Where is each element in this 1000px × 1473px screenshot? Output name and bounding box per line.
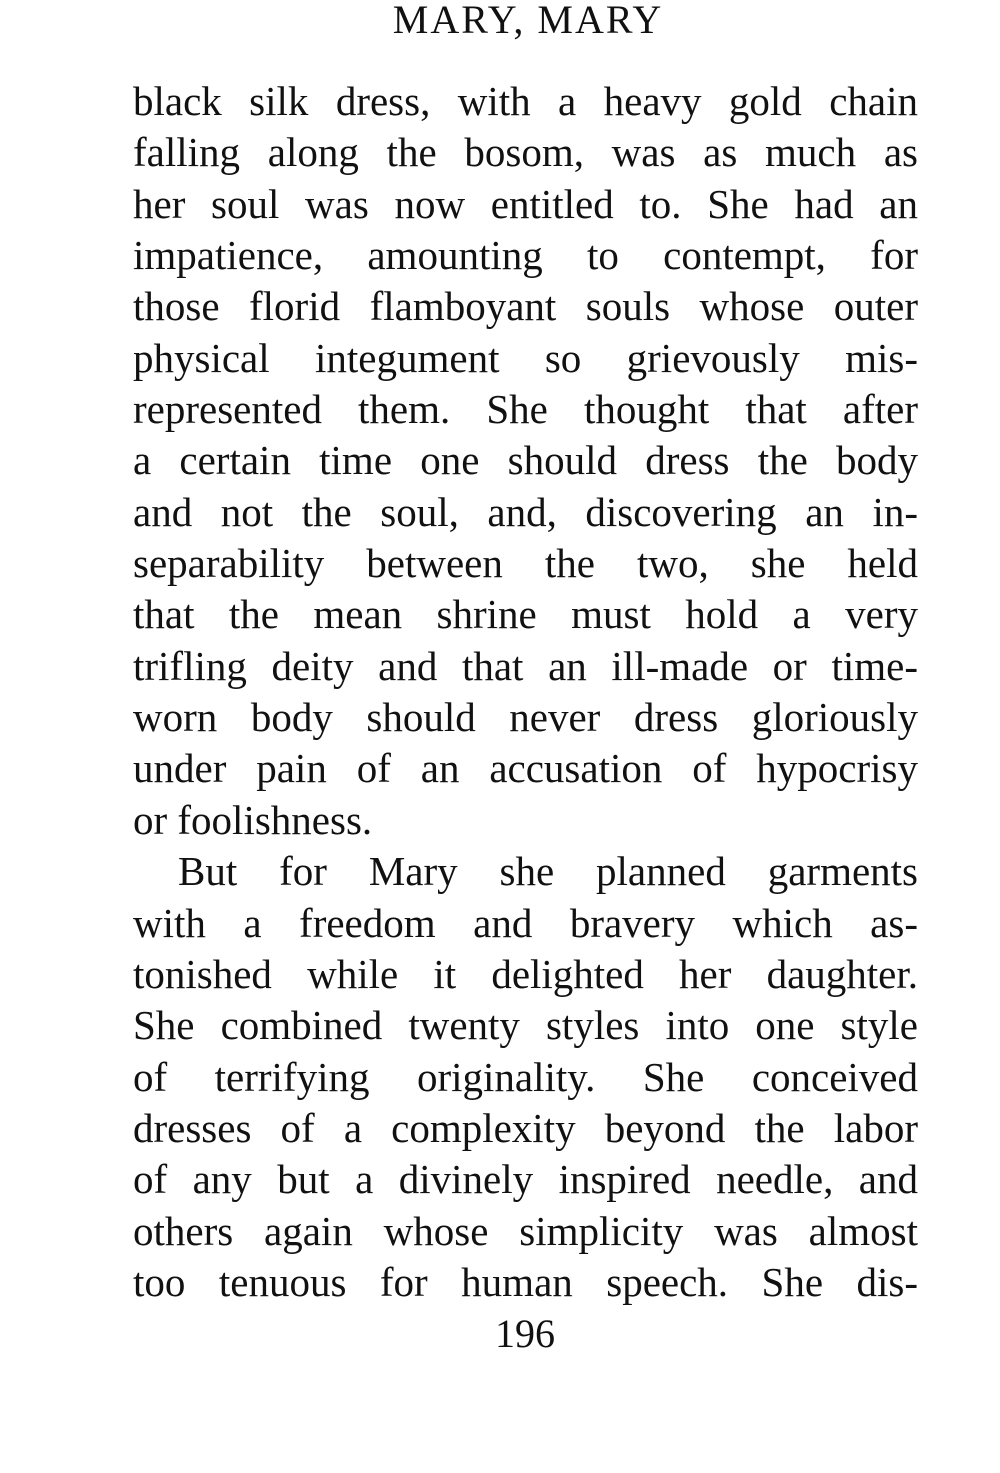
text-line: impatience, amounting to contempt, for [133,232,918,279]
page-number: 196 [495,1311,555,1356]
text-line: physical integument so grievously mis- [133,334,918,381]
text-line: those florid flamboyant souls whose outer [133,283,918,330]
paragraph-start-line: But for Mary she planned garments [178,848,918,895]
text-line: separability between the two, she held [133,540,918,587]
text-line: black silk dress, with a heavy gold chain [133,78,918,124]
text-line: others again whose simplicity was almost [133,1207,918,1254]
running-head: MARY, MARY [392,0,664,42]
text-line: her soul was now entitled to. She had an [133,180,918,227]
body-text [133,76,918,1308]
text-line: under pain of an accusation of hypocrisy [133,745,918,792]
text-line: of any but a divinely inspired needle, and [133,1156,918,1203]
text-line: with a freedom and bravery which as- [133,899,918,946]
text-line: dresses of a complexity beyond the labor [133,1104,918,1151]
text-line: trifling deity and that an ill-made or time- [133,642,918,689]
paragraph-end-line: or foolishness. [133,796,373,843]
text-line: falling along the bosom, was as much as [133,129,918,176]
text-line: tonished while it delighted her daughter. [133,950,918,997]
text-line: and not the soul, and, discovering an in- [133,488,918,535]
text-line: represented them. She thought that after [133,386,918,433]
text-line: worn body should never dress gloriously [133,694,918,741]
text-line: a certain time one should dress the body [133,437,918,484]
text-line: of terrifying originality. She conceived [133,1053,918,1100]
text-line: that the mean shrine must hold a very [133,591,918,638]
text-line: She combined twenty styles into one style [133,1002,918,1049]
text-line: too tenuous for human speech. She dis- [133,1258,918,1305]
